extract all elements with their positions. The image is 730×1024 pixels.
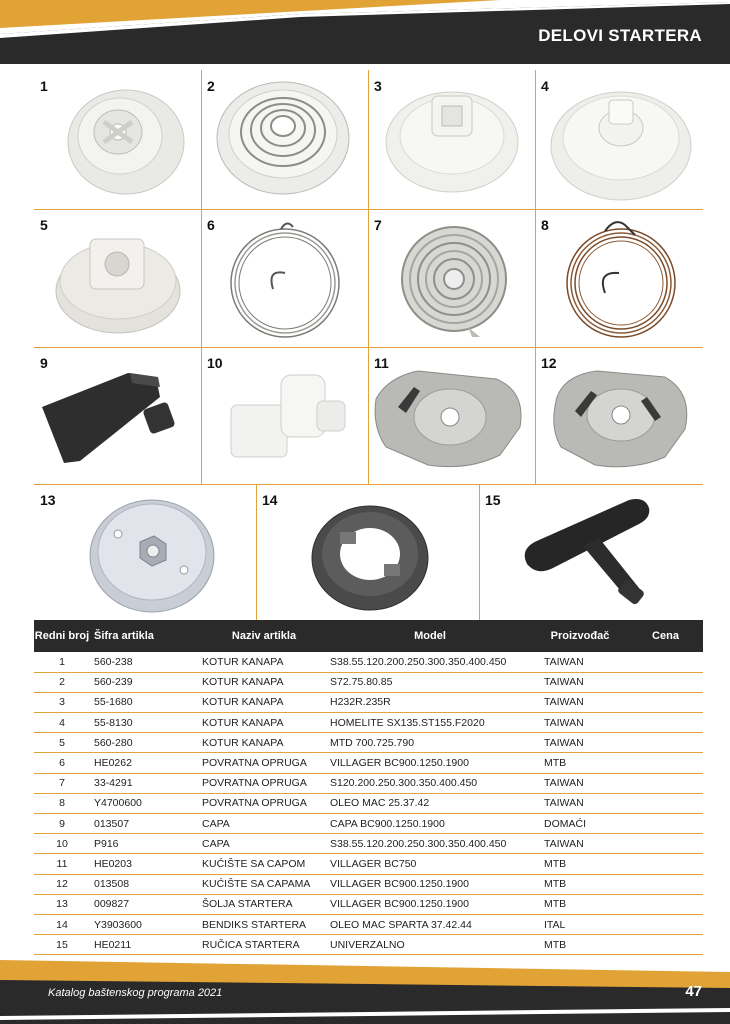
cell-model: S38.55.120.200.250.300.350.400.450 [328, 834, 532, 854]
starter-pulley-spring-icon [201, 70, 368, 209]
cell-cena [628, 854, 703, 874]
header-cena: Cena [652, 630, 679, 642]
header-redni-broj: Redni broj [34, 630, 90, 642]
cell-naziv: KOTUR KANAPA [200, 652, 328, 672]
cell-redni-broj: 6 [34, 753, 90, 773]
cell-model: S38.55.120.200.250.300.350.400.450 [328, 652, 532, 672]
page-number: 47 [685, 983, 702, 1000]
cell-naziv: KUĆIŠTE SA CAPOM [200, 854, 328, 874]
item-number: 11 [374, 355, 389, 371]
table-row [34, 914, 703, 934]
cell-naziv: POVRATNA OPRUGA [200, 793, 328, 813]
cell-cena [628, 713, 703, 733]
cell-cena [628, 834, 703, 854]
item-number: 7 [374, 217, 382, 233]
cell-cena [628, 793, 703, 813]
item-number: 3 [374, 78, 382, 94]
catalog-name: Katalog baštenskog programa 2021 [48, 987, 223, 999]
item-number: 9 [40, 355, 48, 371]
cell-naziv: POVRATNA OPRUGA [200, 773, 328, 793]
item-number: 8 [541, 217, 549, 233]
table-row [34, 894, 703, 914]
cell-sifra: P916 [90, 834, 200, 854]
cell-naziv: KOTUR KANAPA [200, 713, 328, 733]
pawl-icon [34, 347, 201, 484]
cell-cena [628, 692, 703, 712]
cell-cena [628, 935, 703, 955]
cell-sifra: 560-239 [90, 672, 200, 692]
starter-cup-icon [34, 484, 256, 620]
table-row [34, 793, 703, 813]
product-cell [34, 209, 201, 347]
cell-naziv: KOTUR KANAPA [200, 672, 328, 692]
item-number: 13 [40, 492, 56, 508]
product-cell [201, 209, 368, 347]
page-footer [0, 960, 730, 1024]
cell-model: H232R.235R [328, 692, 532, 712]
header-sifra: Šifra artikla [94, 630, 154, 642]
table-row [34, 935, 703, 955]
starter-housing-icon [368, 347, 535, 484]
header-proizvodjac: Proizvođač [550, 630, 610, 642]
cell-sifra: 55-1680 [90, 692, 200, 712]
cell-model: S72.75.80.85 [328, 672, 532, 692]
cell-cena [628, 672, 703, 692]
cell-proizvodjac: TAIWAN [532, 834, 628, 854]
cell-sifra: 009827 [90, 894, 200, 914]
product-cell [368, 347, 535, 484]
recoil-spring-icon [368, 209, 535, 347]
cell-redni-broj: 3 [34, 692, 90, 712]
cell-sifra: 33-4291 [90, 773, 200, 793]
cell-cena [628, 874, 703, 894]
cell-proizvodjac: TAIWAN [532, 733, 628, 753]
cell-sifra: 560-238 [90, 652, 200, 672]
cell-model: VILLAGER BC900.1250.1900 [328, 753, 532, 773]
cell-model: OLEO MAC SPARTA 37.42.44 [328, 914, 532, 934]
product-cell [34, 347, 201, 484]
cell-proizvodjac: MTB [532, 894, 628, 914]
cell-redni-broj: 5 [34, 733, 90, 753]
cell-model: UNIVERZALNO [328, 935, 532, 955]
cell-proizvodjac: TAIWAN [532, 692, 628, 712]
page-title: DELOVI STARTERA [538, 26, 702, 45]
cell-proizvodjac: TAIWAN [532, 793, 628, 813]
cell-proizvodjac: TAIWAN [532, 652, 628, 672]
cell-naziv: KOTUR KANAPA [200, 733, 328, 753]
table-header-row [34, 620, 703, 652]
table-row [34, 773, 703, 793]
item-number: 10 [207, 355, 223, 371]
table-row [34, 834, 703, 854]
product-cell [368, 209, 535, 347]
starter-clutch-icon [256, 484, 479, 620]
cell-sifra: HE0203 [90, 854, 200, 874]
parts-table [34, 620, 703, 955]
table-row [34, 854, 703, 874]
table-row [34, 672, 703, 692]
cell-cena [628, 733, 703, 753]
cell-naziv: RUČICA STARTERA [200, 935, 328, 955]
product-cell [479, 484, 703, 620]
cell-naziv: KUĆIŠTE SA CAPAMA [200, 874, 328, 894]
table-row [34, 753, 703, 773]
table-row [34, 814, 703, 834]
cell-model: HOMELITE SX135.ST155.F2020 [328, 713, 532, 733]
cell-cena [628, 652, 703, 672]
cell-proizvodjac: TAIWAN [532, 672, 628, 692]
product-cell [535, 347, 703, 484]
product-cell [201, 70, 368, 209]
product-cell [34, 484, 256, 620]
table-row [34, 733, 703, 753]
item-number: 1 [40, 78, 48, 94]
cell-naziv: POVRATNA OPRUGA [200, 753, 328, 773]
header-model: Model [414, 630, 446, 642]
cell-naziv: BENDIKS STARTERA [200, 914, 328, 934]
product-cell [368, 70, 535, 209]
cell-redni-broj: 10 [34, 834, 90, 854]
cell-cena [628, 814, 703, 834]
table-row [34, 692, 703, 712]
recoil-spring-icon [201, 209, 368, 347]
cell-sifra: 013508 [90, 874, 200, 894]
table-row [34, 874, 703, 894]
cell-cena [628, 894, 703, 914]
cell-proizvodjac: MTB [532, 753, 628, 773]
cell-proizvodjac: MTB [532, 935, 628, 955]
starter-housing-icon [535, 347, 703, 484]
cell-cena [628, 914, 703, 934]
cell-model: VILLAGER BC750 [328, 854, 532, 874]
cell-redni-broj: 4 [34, 713, 90, 733]
product-cell [256, 484, 479, 620]
cell-naziv: ŠOLJA STARTERA [200, 894, 328, 914]
product-grid [34, 70, 703, 620]
pawl-icon [201, 347, 368, 484]
cell-sifra: 55-8130 [90, 713, 200, 733]
cell-sifra: 560-280 [90, 733, 200, 753]
item-number: 15 [485, 492, 501, 508]
cell-redni-broj: 9 [34, 814, 90, 834]
cell-redni-broj: 13 [34, 894, 90, 914]
product-cell [34, 70, 201, 209]
starter-handle-icon [479, 484, 703, 620]
cell-model: CAPA BC900.1250.1900 [328, 814, 532, 834]
cell-redni-broj: 7 [34, 773, 90, 793]
cell-naziv: CAPA [200, 834, 328, 854]
item-number: 2 [207, 78, 215, 94]
cell-proizvodjac: MTB [532, 874, 628, 894]
cell-proizvodjac: TAIWAN [532, 713, 628, 733]
cell-naziv: KOTUR KANAPA [200, 692, 328, 712]
cell-redni-broj: 12 [34, 874, 90, 894]
table-row [34, 652, 703, 672]
cell-cena [628, 773, 703, 793]
item-number: 4 [541, 78, 549, 94]
cell-redni-broj: 14 [34, 914, 90, 934]
cell-naziv: CAPA [200, 814, 328, 834]
item-number: 12 [541, 355, 557, 371]
cell-model: OLEO MAC 25.37.42 [328, 793, 532, 813]
product-cell [535, 70, 703, 209]
cell-model: VILLAGER BC900.1250.1900 [328, 874, 532, 894]
cell-redni-broj: 8 [34, 793, 90, 813]
recoil-spring-icon [535, 209, 703, 347]
cell-proizvodjac: MTB [532, 854, 628, 874]
cell-cena [628, 753, 703, 773]
cell-sifra: 013507 [90, 814, 200, 834]
item-number: 6 [207, 217, 215, 233]
cell-redni-broj: 11 [34, 854, 90, 874]
cell-sifra: Y4700600 [90, 793, 200, 813]
cell-redni-broj: 15 [34, 935, 90, 955]
table-row [34, 713, 703, 733]
item-number: 14 [262, 492, 278, 508]
header-naziv: Naziv artikla [231, 630, 297, 642]
cell-model: MTD 700.725.790 [328, 733, 532, 753]
cell-sifra: HE0262 [90, 753, 200, 773]
cell-sifra: HE0211 [90, 935, 200, 955]
page-header [0, 0, 730, 64]
cell-model: S120.200.250.300.350.400.450 [328, 773, 532, 793]
starter-pulley-icon [368, 70, 535, 209]
starter-pulley-icon [34, 70, 201, 209]
cell-redni-broj: 1 [34, 652, 90, 672]
starter-pulley-icon [34, 209, 201, 347]
product-cell [535, 209, 703, 347]
cell-proizvodjac: ITAL [532, 914, 628, 934]
starter-pulley-icon [535, 70, 703, 209]
cell-model: VILLAGER BC900.1250.1900 [328, 894, 532, 914]
cell-proizvodjac: TAIWAN [532, 773, 628, 793]
cell-proizvodjac: DOMAĆI [532, 814, 628, 834]
item-number: 5 [40, 217, 48, 233]
cell-sifra: Y3903600 [90, 914, 200, 934]
cell-redni-broj: 2 [34, 672, 90, 692]
product-cell [201, 347, 368, 484]
